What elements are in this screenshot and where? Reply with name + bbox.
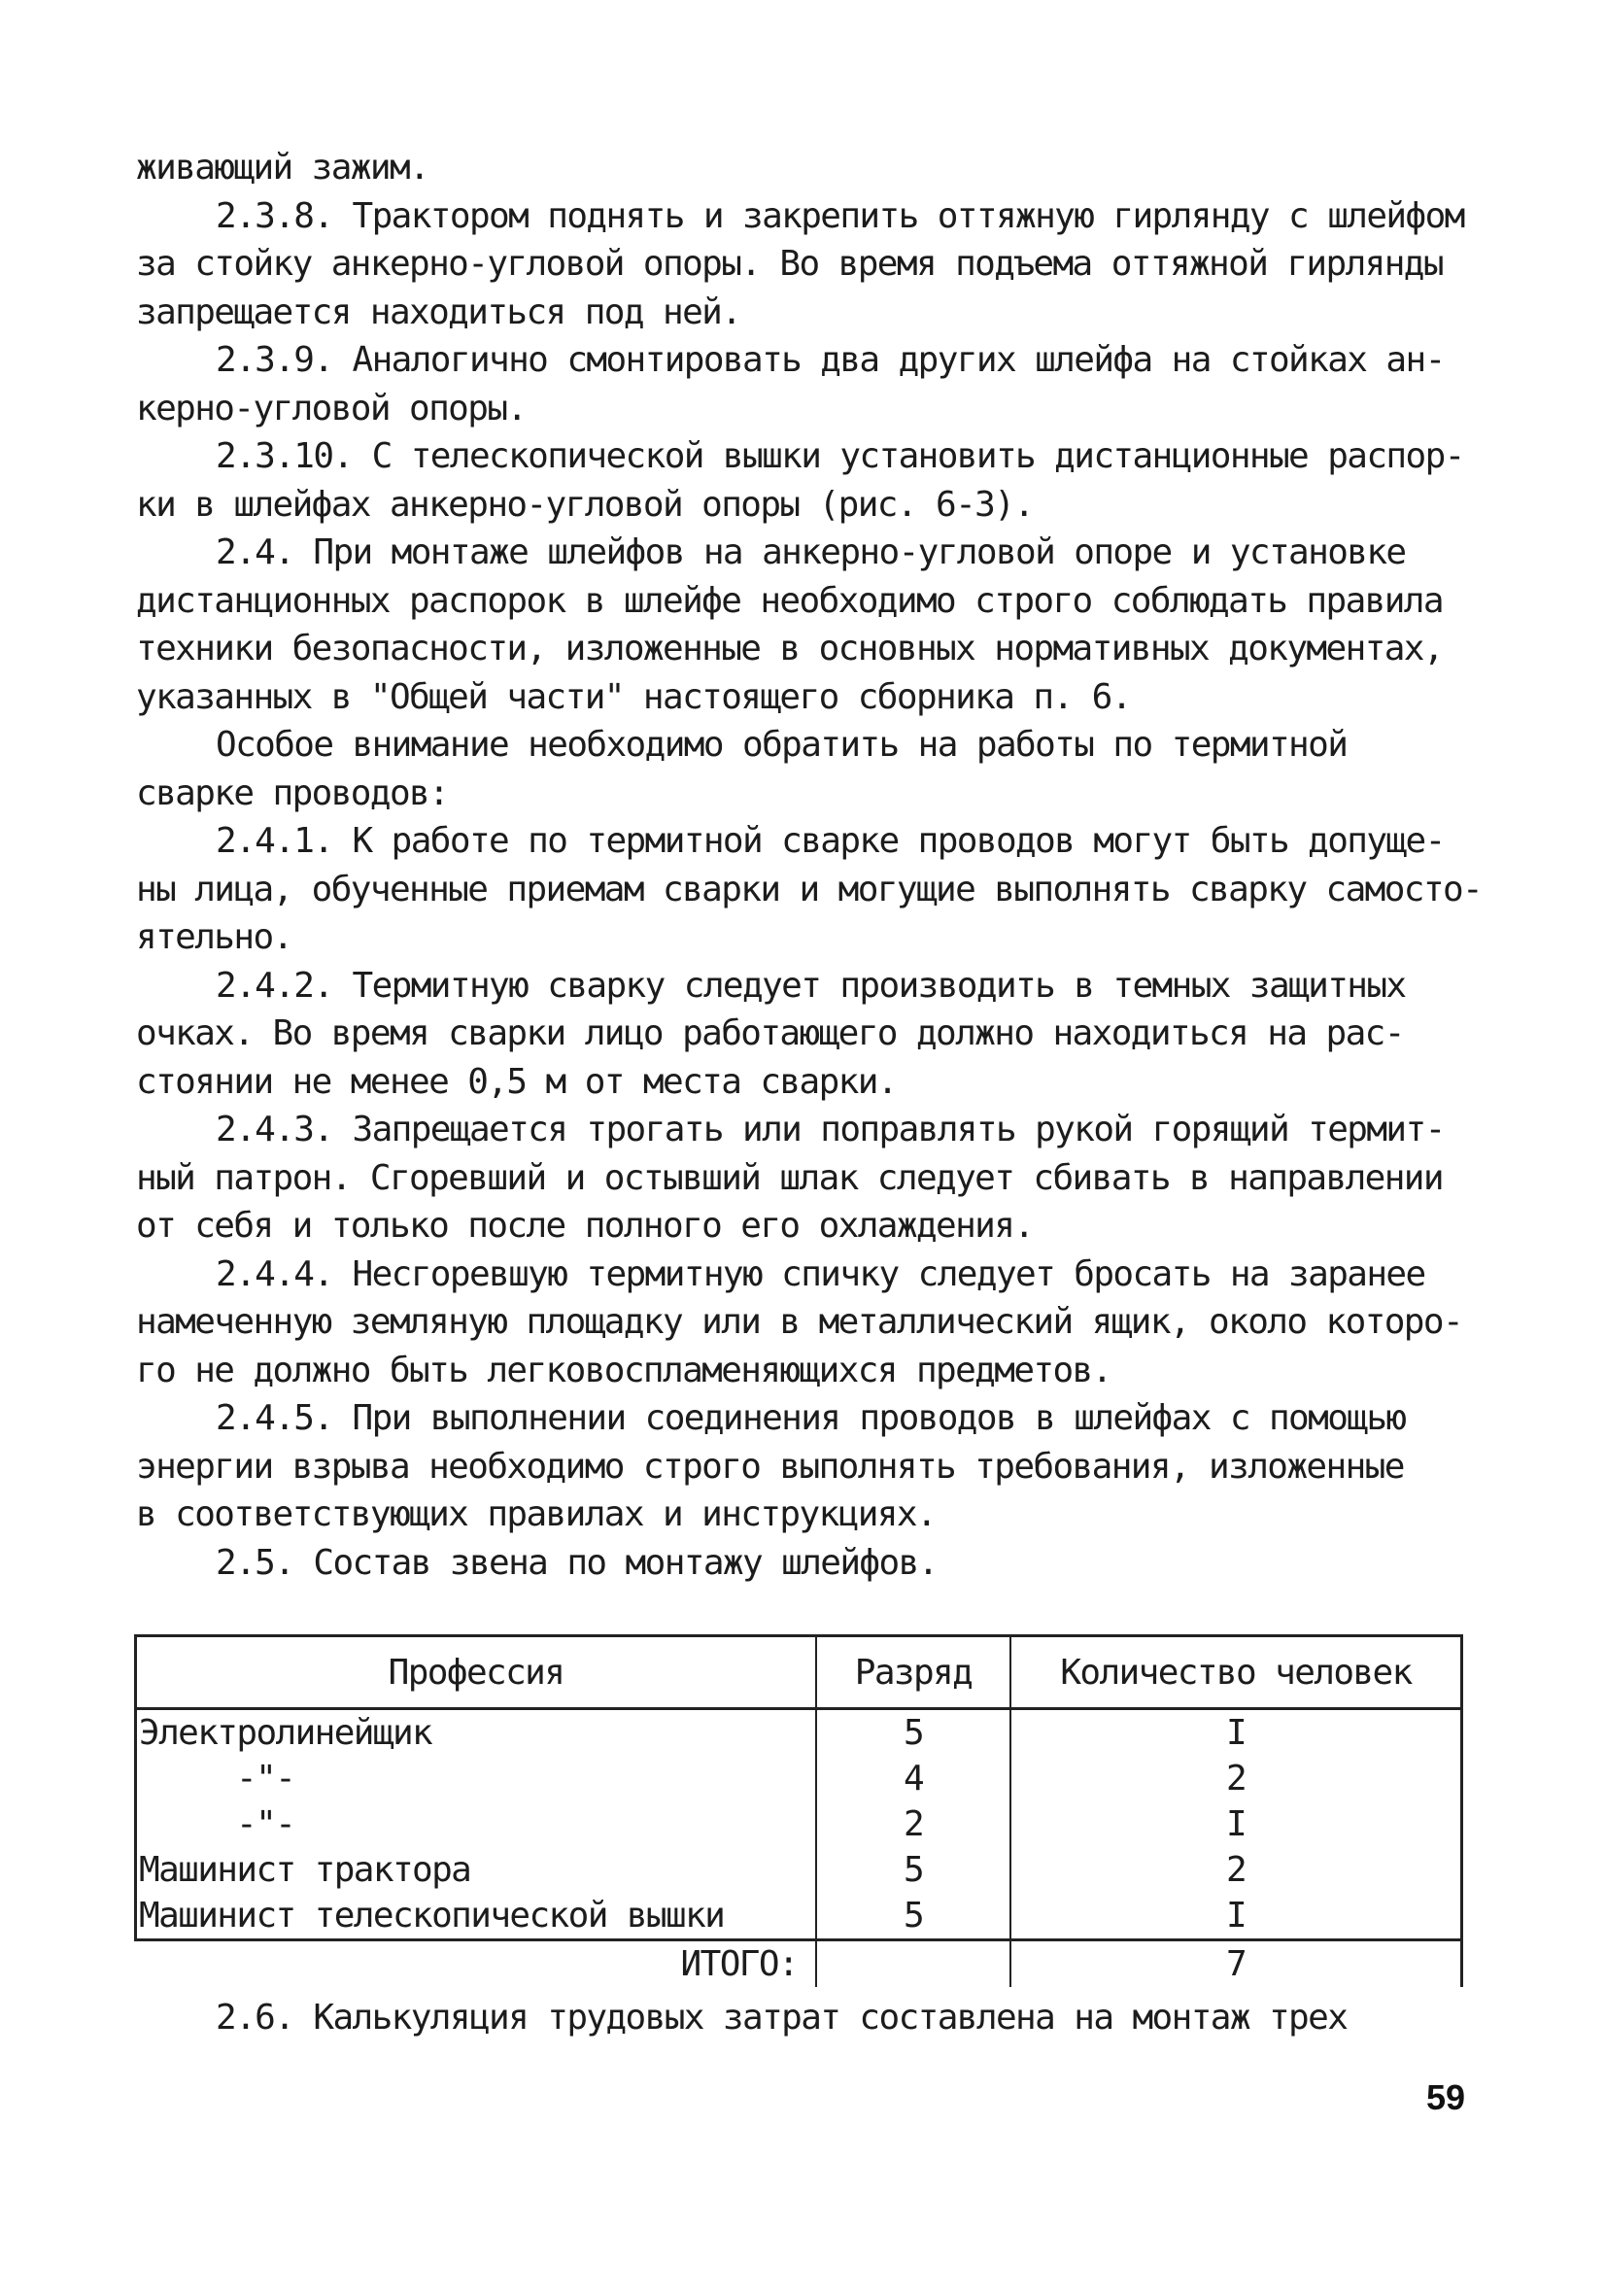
text-line: 2.4.3. Запрещается трогать или поправлять рукой горящий термит-	[216, 1110, 1445, 1149]
text-line: в соответствующих правилах и инструкциях.	[136, 1494, 937, 1534]
table-row	[136, 1709, 1462, 1757]
cell-grade: 5	[816, 1709, 1010, 1757]
cell-profession: Машинист телескопической вышки	[136, 1893, 817, 1940]
text-line: го не должно быть легковоспламеняющихся предметов.	[136, 1350, 1111, 1390]
crew-table-wrapper	[134, 1634, 1463, 1987]
column-header-count: Количество человек	[1010, 1636, 1462, 1709]
text-line: 2.3.10. С телескопической вышки установить дистанционные распор-	[216, 436, 1464, 476]
text-line: керно-угловой опоры.	[136, 388, 527, 428]
text-line: ный патрон. Сгоревший и остывший шлак следует сбивать в направлении	[136, 1157, 1443, 1198]
text-line: 2.3.8. Трактором поднять и закрепить оттяжную гирлянду с шлейфом	[216, 195, 1464, 236]
table-row	[136, 1756, 1462, 1801]
continuation-text	[136, 1994, 1496, 2042]
table-total-row	[136, 1940, 1462, 1988]
table-row	[136, 1801, 1462, 1847]
text-line: техники безопасности, изложенные в основных нормативных документах,	[136, 629, 1443, 668]
total-grade-empty	[816, 1940, 1010, 1988]
cell-grade: 2	[816, 1801, 1010, 1847]
text-line: от себя и только после полного его охлаждения.	[136, 1206, 1034, 1246]
cell-count: I	[1010, 1893, 1462, 1940]
text-line: 2.6. Калькуляция трудовых затрат составлена на монтаж трех	[216, 1998, 1348, 2038]
total-label: ИТОГО:	[136, 1940, 817, 1988]
crew-composition-table	[134, 1634, 1463, 1987]
cell-count: I	[1010, 1709, 1462, 1757]
text-line: живающий зажим.	[136, 148, 429, 188]
cell-profession: -"-	[136, 1756, 817, 1801]
table-row	[136, 1893, 1462, 1940]
text-line: стоянии не менее 0,5 м от места сварки.	[136, 1061, 897, 1102]
cell-grade: 5	[816, 1847, 1010, 1893]
text-line: 2.4.1. К работе по термитной сварке проводов могут быть допуще-	[216, 821, 1445, 861]
text-line: 2.4.4. Несгоревшую термитную спичку следует бросать на заранее	[216, 1253, 1425, 1294]
text-line: энергии взрыва необходимо строго выполнять требования, изложенные	[136, 1446, 1404, 1487]
text-line: ны лица, обученные приемам сварки и могущие выполнять сварку самосто-	[136, 869, 1483, 909]
text-line: Особое внимание необходимо обратить на работы по термитной	[216, 725, 1348, 765]
text-line: за стойку анкерно-угловой опоры. Во время подъема оттяжной гирлянды	[136, 244, 1443, 284]
text-line: 2.4.2. Термитную сварку следует производить в темных защитных	[216, 965, 1406, 1006]
cell-profession: Машинист трактора	[136, 1847, 817, 1893]
text-line: 2.4.5. При выполнении соединения проводов в шлейфах с помощью	[216, 1398, 1406, 1438]
text-line: 2.5. Состав звена по монтажу шлейфов.	[216, 1542, 938, 1583]
text-line: намеченную земляную площадку или в металлический ящик, около которо-	[136, 1302, 1463, 1342]
table-header-row	[136, 1636, 1462, 1709]
cell-count: 2	[1010, 1847, 1462, 1893]
text-line: запрещается находиться под ней.	[136, 291, 741, 332]
cell-count: 2	[1010, 1756, 1462, 1801]
cell-grade: 5	[816, 1893, 1010, 1940]
text-line: ятельно.	[136, 917, 292, 957]
text-line: ки в шлейфах анкерно-угловой опоры (рис. 6-3).	[136, 484, 1034, 525]
page-number: 59	[1426, 2077, 1466, 2117]
column-header-profession: Профессия	[136, 1636, 817, 1709]
cell-profession: -"-	[136, 1801, 817, 1847]
text-line: очках. Во время сварки лицо работающего должно находиться на рас-	[136, 1013, 1404, 1053]
cell-grade: 4	[816, 1756, 1010, 1801]
cell-profession: Электролинейщик	[136, 1709, 817, 1757]
cell-count: I	[1010, 1801, 1462, 1847]
column-header-grade: Разряд	[816, 1636, 1010, 1709]
text-line: 2.3.9. Аналогично смонтировать два других шлейфа на стойках ан-	[216, 340, 1445, 380]
total-value: 7	[1010, 1940, 1462, 1988]
text-line: указанных в "Общей части" настоящего сборника п. 6.	[136, 676, 1131, 717]
text-line: сварке проводов:	[136, 772, 449, 813]
table-row	[136, 1847, 1462, 1893]
text-line: дистанционных распорок в шлейфе необходимо строго соблюдать правила	[136, 580, 1443, 621]
body-text	[136, 144, 1496, 1587]
text-line: 2.4. При монтаже шлейфов на анкерно-угловой опоре и установке	[216, 532, 1406, 572]
